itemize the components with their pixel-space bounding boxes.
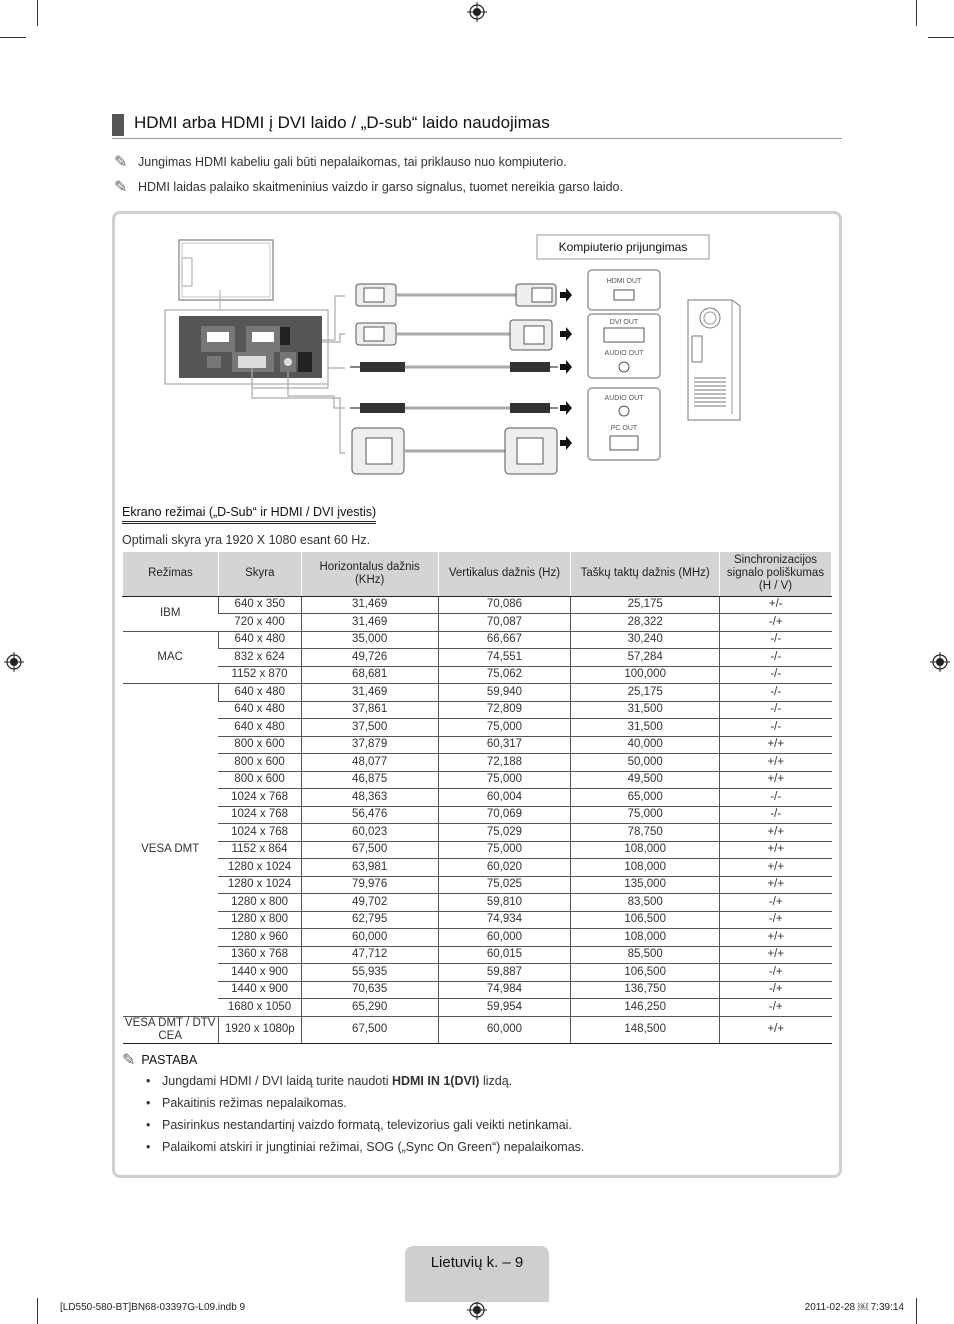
table-cell: 106,500 xyxy=(571,911,720,929)
list-item-text: lizdą. xyxy=(479,1074,513,1088)
table-cell: 640 x 480 xyxy=(218,631,301,649)
table-cell: 135,000 xyxy=(571,876,720,894)
table-row xyxy=(123,631,832,649)
table-cell: 1680 x 1050 xyxy=(218,999,301,1017)
port-label-dvi-out: DVI OUT xyxy=(609,319,639,326)
mode-cell: VESA DMT / DTV CEA xyxy=(123,1016,219,1043)
table-row xyxy=(123,929,832,947)
table-cell: 55,935 xyxy=(301,964,438,982)
display-modes-table xyxy=(122,552,832,1044)
table-row xyxy=(123,666,832,684)
table-cell: 48,363 xyxy=(301,789,438,807)
port-label-pc-out: PC OUT xyxy=(610,425,638,432)
table-cell: 108,000 xyxy=(571,859,720,877)
table-cell: +/- xyxy=(720,596,832,614)
port-label-audio-out-2: AUDIO OUT xyxy=(604,395,644,402)
table-cell: 37,500 xyxy=(301,719,438,737)
pencil-note-icon: ✎ xyxy=(114,179,128,196)
table-cell: -/- xyxy=(720,631,832,649)
registration-mark-icon xyxy=(930,652,950,672)
mode-cell: VESA DMT xyxy=(123,684,219,1017)
table-row xyxy=(123,946,832,964)
table-cell: 30,240 xyxy=(571,631,720,649)
table-cell: 108,000 xyxy=(571,929,720,947)
table-row xyxy=(123,596,832,614)
page-number-badge xyxy=(405,1246,549,1302)
list-item: • Palaikomi atskiri ir jungtiniai režimai, SOG („Sync On Green“) nepalaikomas. xyxy=(146,1137,584,1159)
table-cell: 68,681 xyxy=(301,666,438,684)
note-text: Jungimas HDMI kabeliu gali būti nepalaikomas, tai priklauso nuo kompiuterio. xyxy=(138,155,567,169)
table-cell: 60,000 xyxy=(301,929,438,947)
table-cell: -/+ xyxy=(720,981,832,999)
table-cell: 75,000 xyxy=(438,841,571,859)
table-cell: 37,861 xyxy=(301,701,438,719)
table-cell: 59,954 xyxy=(438,999,571,1017)
table-cell: 60,004 xyxy=(438,789,571,807)
table-cell: 1280 x 800 xyxy=(218,894,301,912)
table-cell: 832 x 624 xyxy=(218,649,301,667)
table-row xyxy=(123,841,832,859)
computer-connection-label: Kompiuterio prijungimas xyxy=(558,240,688,254)
table-cell: 60,317 xyxy=(438,736,571,754)
page-number: Lietuvių k. – 9 xyxy=(430,1254,524,1271)
table-row xyxy=(123,999,832,1017)
column-header: Vertikalus dažnis (Hz) xyxy=(438,552,571,596)
table-cell: +/+ xyxy=(720,824,832,842)
crop-mark xyxy=(0,37,26,38)
table-cell: 25,175 xyxy=(571,684,720,702)
table-row xyxy=(123,754,832,772)
table-cell: -/+ xyxy=(720,999,832,1017)
table-row xyxy=(123,981,832,999)
heading-rule xyxy=(112,138,842,139)
port-label-hdmi-out: HDMI OUT xyxy=(606,278,642,285)
table-cell: 146,250 xyxy=(571,999,720,1017)
table-cell: 85,500 xyxy=(571,946,720,964)
table-cell: -/- xyxy=(720,649,832,667)
crop-mark xyxy=(37,1298,38,1324)
table-cell: -/- xyxy=(720,666,832,684)
optimal-resolution-text: Optimali skyra yra 1920 X 1080 esant 60 Hz. xyxy=(122,533,371,547)
table-cell: 1152 x 864 xyxy=(218,841,301,859)
table-cell: -/+ xyxy=(720,964,832,982)
table-cell: 75,062 xyxy=(438,666,571,684)
table-cell: 60,020 xyxy=(438,859,571,877)
table-cell: +/+ xyxy=(720,859,832,877)
list-item: • Pasirinkus nestandartinį vaizdo formatą, televizorius gali veikti netinkamai. xyxy=(146,1115,584,1137)
table-row xyxy=(123,771,832,789)
table-row xyxy=(123,859,832,877)
table-cell: 63,981 xyxy=(301,859,438,877)
table-cell: 25,175 xyxy=(571,596,720,614)
table-cell: 74,934 xyxy=(438,911,571,929)
table-cell: +/+ xyxy=(720,946,832,964)
crop-mark xyxy=(916,1298,917,1324)
table-cell: 800 x 600 xyxy=(218,736,301,754)
pencil-note-icon: ✎ xyxy=(122,1052,136,1069)
table-cell: 640 x 480 xyxy=(218,684,301,702)
crop-mark xyxy=(37,0,38,26)
crop-mark xyxy=(916,0,917,26)
table-cell: 72,188 xyxy=(438,754,571,772)
crop-mark xyxy=(928,37,954,38)
table-cell: -/+ xyxy=(720,911,832,929)
table-cell: -/- xyxy=(720,684,832,702)
table-cell: 49,500 xyxy=(571,771,720,789)
table-cell: 1920 x 1080p xyxy=(218,1016,301,1043)
table-cell: 59,810 xyxy=(438,894,571,912)
note-label: PASTABA xyxy=(141,1053,198,1067)
column-header: Sinchronizacijos signalo poliškumas (H / V) xyxy=(720,552,832,596)
table-cell: 65,290 xyxy=(301,999,438,1017)
table-cell: 70,086 xyxy=(438,596,571,614)
table-cell: 1360 x 768 xyxy=(218,946,301,964)
table-cell: 37,879 xyxy=(301,736,438,754)
heading-marker xyxy=(112,114,124,136)
column-header: Horizontalus dažnis (KHz) xyxy=(301,552,438,596)
table-cell: 75,000 xyxy=(438,719,571,737)
note-text: HDMI laidas palaiko skaitmeninius vaizdo ir garso signalus, tuomet nereikia garso laido. xyxy=(138,180,623,194)
table-cell: 136,750 xyxy=(571,981,720,999)
connection-diagram xyxy=(160,228,760,478)
table-cell: 75,029 xyxy=(438,824,571,842)
table-cell: 49,702 xyxy=(301,894,438,912)
table-cell: 28,322 xyxy=(571,614,720,632)
table-cell: 31,500 xyxy=(571,701,720,719)
table-cell: 59,940 xyxy=(438,684,571,702)
table-cell: 1024 x 768 xyxy=(218,824,301,842)
table-cell: 1152 x 870 xyxy=(218,666,301,684)
table-cell: 70,635 xyxy=(301,981,438,999)
port-label-audio-out-1: AUDIO OUT xyxy=(604,350,644,357)
list-item-bold: HDMI IN 1(DVI) xyxy=(391,1074,480,1088)
table-cell: 640 x 480 xyxy=(218,701,301,719)
table-cell: 75,000 xyxy=(571,806,720,824)
table-cell: 75,025 xyxy=(438,876,571,894)
table-row xyxy=(123,736,832,754)
table-cell: 72,809 xyxy=(438,701,571,719)
note-list xyxy=(146,1071,584,1159)
table-cell: 62,795 xyxy=(301,911,438,929)
table-row xyxy=(123,894,832,912)
table-cell: 70,069 xyxy=(438,806,571,824)
table-cell: 75,000 xyxy=(438,771,571,789)
column-header: Režimas xyxy=(123,552,219,596)
table-cell: -/- xyxy=(720,719,832,737)
table-cell: 35,000 xyxy=(301,631,438,649)
table-cell: 31,469 xyxy=(301,614,438,632)
table-cell: 70,087 xyxy=(438,614,571,632)
table-cell: +/+ xyxy=(720,754,832,772)
table-cell: 1440 x 900 xyxy=(218,981,301,999)
table-cell: +/+ xyxy=(720,771,832,789)
table-cell: 108,000 xyxy=(571,841,720,859)
table-cell: 1280 x 1024 xyxy=(218,859,301,877)
note-hdmi-audio xyxy=(114,177,623,197)
table-row xyxy=(123,649,832,667)
table-cell: -/- xyxy=(720,701,832,719)
table-cell: 1280 x 960 xyxy=(218,929,301,947)
table-cell: 40,000 xyxy=(571,736,720,754)
table-cell: 59,887 xyxy=(438,964,571,982)
table-cell: 1440 x 900 xyxy=(218,964,301,982)
table-cell: -/- xyxy=(720,806,832,824)
table-row xyxy=(123,911,832,929)
table-cell: 31,469 xyxy=(301,596,438,614)
table-cell: 31,469 xyxy=(301,684,438,702)
table-cell: 640 x 350 xyxy=(218,596,301,614)
table-cell: 31,500 xyxy=(571,719,720,737)
mode-cell: MAC xyxy=(123,631,219,684)
table-cell: 60,015 xyxy=(438,946,571,964)
page-title: HDMI arba HDMI į DVI laido / „D-sub“ laido naudojimas xyxy=(134,113,550,132)
note-hdmi-support xyxy=(114,152,567,172)
table-row xyxy=(123,789,832,807)
table-cell: 66,667 xyxy=(438,631,571,649)
table-cell: +/+ xyxy=(720,1016,832,1043)
column-header: Taškų taktų dažnis (MHz) xyxy=(571,552,720,596)
table-cell: 800 x 600 xyxy=(218,771,301,789)
list-item: • Pakaitinis režimas nepalaikomas. xyxy=(146,1093,584,1115)
table-cell: 83,500 xyxy=(571,894,720,912)
table-body xyxy=(123,596,832,1043)
table-cell: 60,000 xyxy=(438,929,571,947)
table-row xyxy=(123,614,832,632)
modes-heading: Ekrano režimai („D-Sub“ ir HDMI / DVI įvestis) xyxy=(122,505,376,522)
table-cell: 100,000 xyxy=(571,666,720,684)
table-row xyxy=(123,876,832,894)
table-cell: +/+ xyxy=(720,929,832,947)
table-cell: 65,000 xyxy=(571,789,720,807)
table-row xyxy=(123,701,832,719)
table-cell: +/+ xyxy=(720,876,832,894)
registration-mark-icon xyxy=(4,652,24,672)
table-row xyxy=(123,684,832,702)
mode-cell: IBM xyxy=(123,596,219,631)
list-item-text: Jungdami HDMI / DVI laidą turite naudoti xyxy=(162,1074,392,1088)
table-cell: -/- xyxy=(720,789,832,807)
table-cell: 78,750 xyxy=(571,824,720,842)
table-cell: 48,077 xyxy=(301,754,438,772)
table-cell: 640 x 480 xyxy=(218,719,301,737)
table-cell: 46,875 xyxy=(301,771,438,789)
table-cell: 1024 x 768 xyxy=(218,806,301,824)
table-cell: 50,000 xyxy=(571,754,720,772)
table-cell: +/+ xyxy=(720,736,832,754)
table-cell: 67,500 xyxy=(301,1016,438,1043)
table-row xyxy=(123,806,832,824)
table-row xyxy=(123,1016,832,1043)
column-header: Skyra xyxy=(218,552,301,596)
table-cell: +/+ xyxy=(720,841,832,859)
table-cell: 49,726 xyxy=(301,649,438,667)
table-cell: 106,500 xyxy=(571,964,720,982)
table-row xyxy=(123,964,832,982)
table-cell: 47,712 xyxy=(301,946,438,964)
table-cell: 800 x 600 xyxy=(218,754,301,772)
table-cell: 79,976 xyxy=(301,876,438,894)
table-row xyxy=(123,719,832,737)
table-cell: 60,000 xyxy=(438,1016,571,1043)
table-cell: 148,500 xyxy=(571,1016,720,1043)
table-cell: 720 x 400 xyxy=(218,614,301,632)
footer-file: [LD550-580-BT]BN68-03397G-L09.indb 9 xyxy=(60,1302,246,1313)
table-cell: 67,500 xyxy=(301,841,438,859)
table-cell: 57,284 xyxy=(571,649,720,667)
pencil-note-icon: ✎ xyxy=(114,154,128,171)
list-item xyxy=(146,1071,584,1093)
table-cell: 1280 x 800 xyxy=(218,911,301,929)
footer-timestamp: 2011-02-28 ￼ 7:39:14 xyxy=(804,1302,904,1313)
table-cell: 56,476 xyxy=(301,806,438,824)
table-cell: 1024 x 768 xyxy=(218,789,301,807)
table-row xyxy=(123,824,832,842)
table-header-row xyxy=(123,552,832,596)
table-cell: 1280 x 1024 xyxy=(218,876,301,894)
note-heading xyxy=(122,1050,197,1070)
registration-mark-icon xyxy=(467,2,487,22)
registration-mark-icon xyxy=(467,1300,487,1320)
table-cell: -/+ xyxy=(720,894,832,912)
table-cell: 74,984 xyxy=(438,981,571,999)
table-cell: 60,023 xyxy=(301,824,438,842)
table-cell: -/+ xyxy=(720,614,832,632)
table-cell: 74,551 xyxy=(438,649,571,667)
